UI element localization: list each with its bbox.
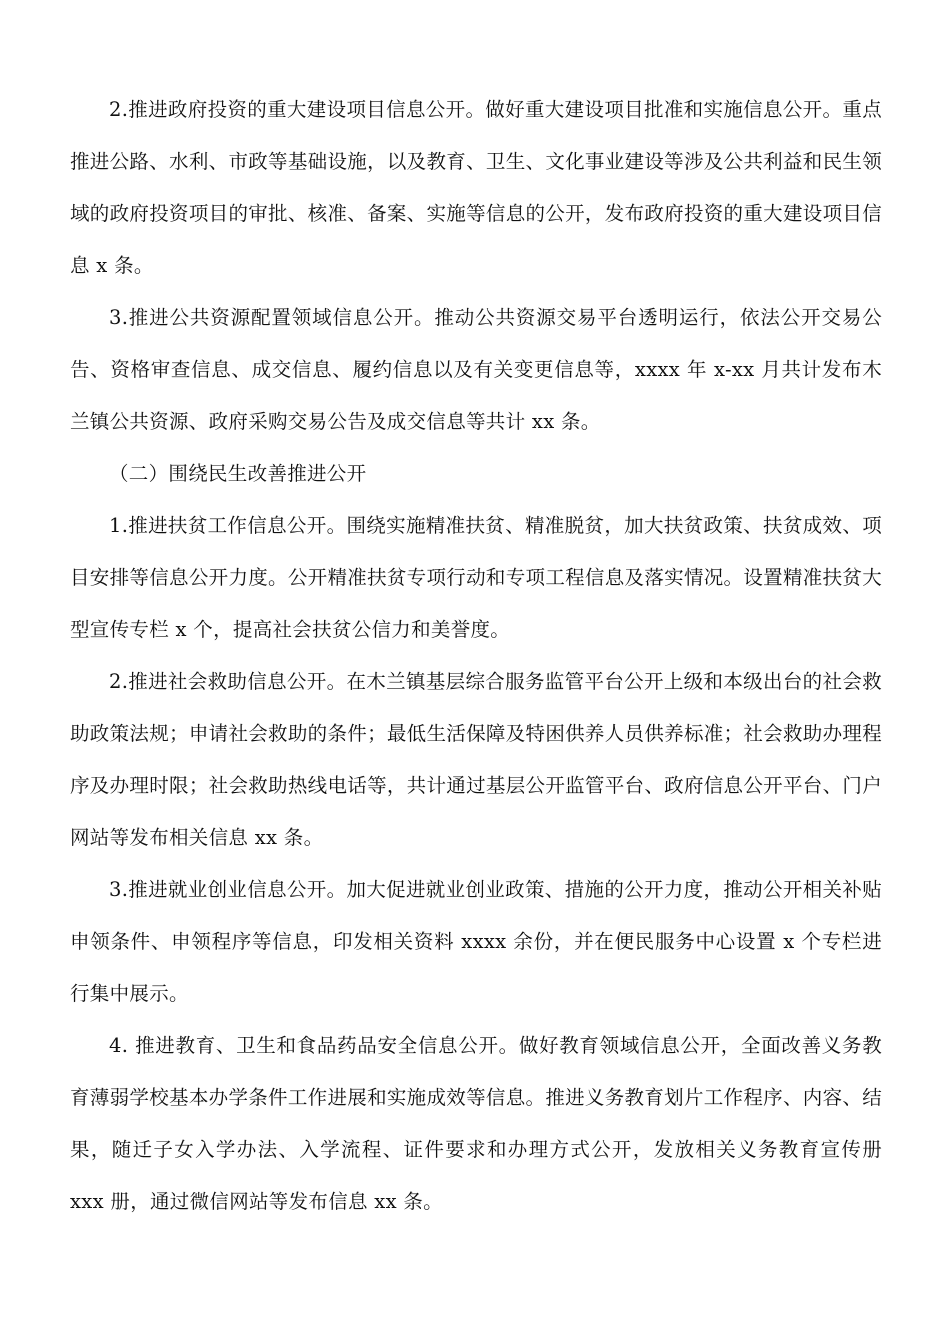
- paragraph-public-resources: 3.推进公共资源配置领域信息公开。推动公共资源交易平台透明运行，依法公开交易公告、资格审查信息、成交信息、履约信息以及有关变更信息等，xxxx 年 x-xx 月共计发布木兰镇公共资源、政府采购交易公告及成交信息等共计 xx 条。: [70, 306, 882, 433]
- paragraph-major-projects: 2.推进政府投资的重大建设项目信息公开。做好重大建设项目批准和实施信息公开。重点推进公路、水利、市政等基础设施，以及教育、卫生、文化事业建设等涉及公共利益和民生领域的政府投资项目的审批、核准、备案、实施等信息的公开，发布政府投资的重大建设项目信息 x 条。: [70, 98, 882, 277]
- paragraph-education-health: 4. 推进教育、卫生和食品药品安全信息公开。做好教育领域信息公开，全面改善义务教育薄弱学校基本办学条件工作进展和实施成效等信息。推进义务教育划片工作程序、内容、结果，随迁子女入学办法、入学流程、证件要求和办理方式公开，发放相关义务教育宣传册 xxx 册，通过微信网站等发布信息 xx 条。: [70, 1034, 882, 1213]
- paragraph-poverty-alleviation: 1.推进扶贫工作信息公开。围绕实施精准扶贫、精准脱贫，加大扶贫政策、扶贫成效、项目安排等信息公开力度。公开精准扶贫专项行动和专项工程信息及落实情况。设置精准扶贫大型宣传专栏 x 个，提高社会扶贫公信力和美誉度。: [70, 514, 882, 641]
- section-heading-livelihood: （二）围绕民生改善推进公开: [109, 462, 367, 485]
- paragraph-employment: 3.推进就业创业信息公开。加大促进就业创业政策、措施的公开力度，推动公开相关补贴申领条件、申领程序等信息，印发相关资料 xxxx 余份，并在便民服务中心设置 x 个专栏进行集中展示。: [70, 878, 882, 1005]
- paragraph-social-assistance: 2.推进社会救助信息公开。在木兰镇基层综合服务监管平台公开上级和本级出台的社会救助政策法规；申请社会救助的条件；最低生活保障及特困供养人员供养标准；社会救助办理程序及办理时限；社会救助热线电话等，共计通过基层公开监管平台、政府信息公开平台、门户网站等发布相关信息 xx 条。: [70, 670, 882, 849]
